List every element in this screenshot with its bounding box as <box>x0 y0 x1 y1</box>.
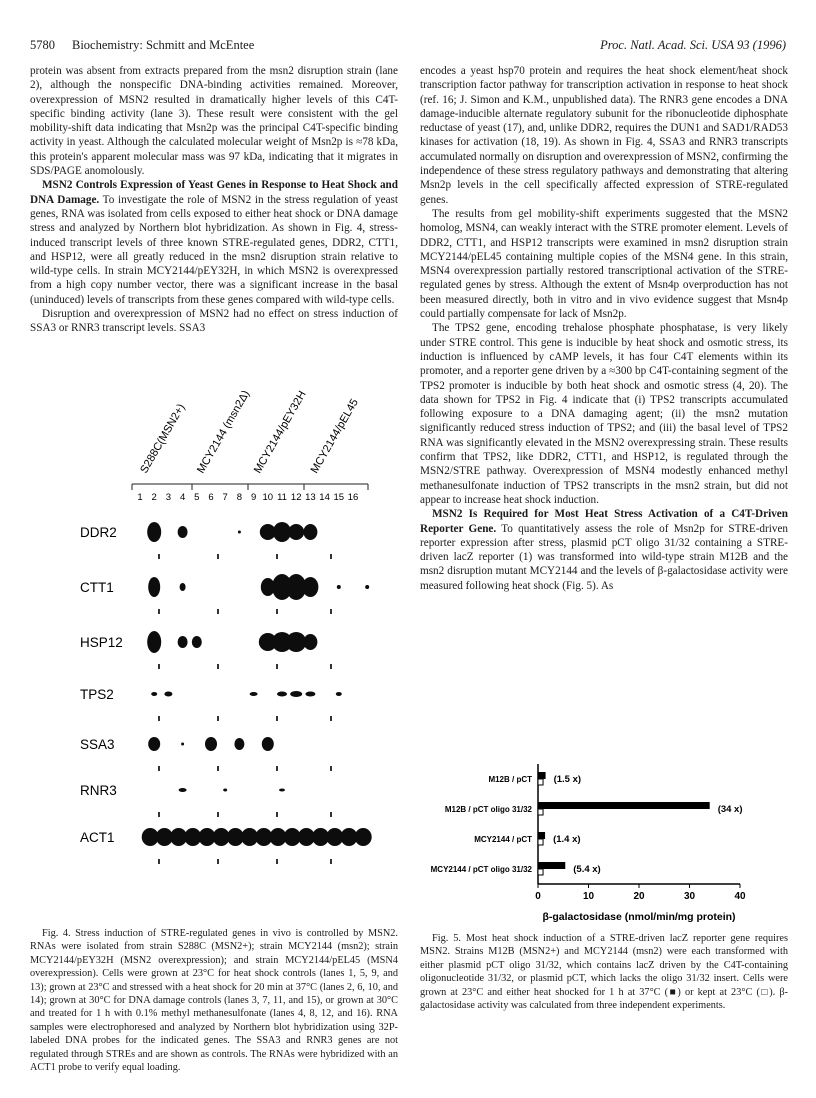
blot-band <box>234 738 244 750</box>
strain-label: MCY2144/pEY32H <box>251 389 309 476</box>
registration-mark <box>330 716 332 721</box>
figure-4-northern-blot <box>80 382 380 867</box>
running-title: Biochemistry: Schmitt and McEntee <box>72 38 255 52</box>
gene-label: ACT1 <box>80 830 115 845</box>
gene-label: HSP12 <box>80 635 123 650</box>
blot-band <box>365 585 369 589</box>
registration-mark <box>330 766 332 771</box>
blot-band <box>250 692 258 696</box>
registration-mark <box>217 716 219 721</box>
left-column <box>30 64 398 336</box>
x-tick-label: 20 <box>633 891 645 902</box>
blot-band <box>223 789 227 792</box>
registration-mark <box>276 859 278 864</box>
bar-value-label: (5.4 x) <box>573 864 601 875</box>
bar-control <box>538 839 543 845</box>
registration-mark <box>158 664 160 669</box>
strain-label: MCY2144 (msn2Δ) <box>195 388 253 476</box>
registration-mark <box>158 766 160 771</box>
blot-band <box>179 788 187 792</box>
paragraph: encodes a yeast hsp70 protein and requires the heat shock element/heat shock transcription factor pathway for transcription activation in response to heat shock (ref. 16; J. Simon and K.M., unpublished data). The RNR3 gene encodes a DNA damage-inducible alternate regulatory subunit for the ribonucleotide diphosphate reductase of yeast (17), and, unlike DDR2, requires the DUN1 and SAD1/RAD53 kinases for activation (18, 19). As shown in Fig. 4, SSA3 and RNR3 transcripts accumulated normally on disruption and overexpression of MSN2, confirming the independence of these stress regulatory pathways and demonstrating that altering Msn2p levels in the cell specifically affected expression of STRE-regulated genes. <box>420 65 788 206</box>
page-number: 5780 <box>30 38 55 52</box>
caption-text: Fig. 4. Stress induction of STRE-regulated genes in vivo is controlled by MSN2. RNAs were isolated from strain S288C (MSN2+); strain MCY2144 (msn2); strain MCY2144/pEY32H (MSN2 overexpression); and strain MCY2144/pEL45 (MSN4 overexpression). Cells were grown at 23°C for heat shock controls (lanes 1, 5, 9, and 13); grown at 23°C and stressed with a heat shock for 20 min at 37°C (lanes 2, 6, 10, and 14); grown at 30°C for DNA damage controls (lanes 3, 7, 11, and 15), or grown at 30°C and treated for 1 h with 0.1% methyl methanesulfonate (lanes 4, 8, 12, and 16). RNA samples were electrophoresed and analyzed by Northern blot hybridization using 32P-labeled DNA probes for the indicated genes. The SSA3 and RNR3 genes are not regulated through STREs and are shown as controls. The RNAs were hybridized with an ACT1 probe to verify equal loading. <box>30 928 398 1074</box>
lane-number: 6 <box>208 492 214 503</box>
blot-band <box>180 583 186 591</box>
gene-label: SSA3 <box>80 737 115 752</box>
category-label: M12B / pCT <box>488 775 532 784</box>
bar-control <box>538 809 543 815</box>
gene-label: CTT1 <box>80 580 114 595</box>
blot-band <box>205 737 217 751</box>
right-column <box>420 64 788 593</box>
strain-label: S288C(MSN2+) <box>138 401 188 476</box>
registration-mark <box>330 609 332 614</box>
lane-number: 8 <box>236 492 243 503</box>
registration-mark <box>217 609 219 614</box>
figure-5-bar-chart <box>420 756 790 926</box>
blot-band <box>336 692 342 696</box>
lane-number: 1 <box>137 492 143 503</box>
registration-mark <box>217 664 219 669</box>
registration-mark <box>217 812 219 817</box>
blot-band <box>148 737 160 751</box>
blot-band <box>147 522 161 542</box>
blot-band <box>290 691 302 697</box>
blot-band <box>181 743 184 746</box>
lane-number: 10 <box>262 492 274 503</box>
lane-number: 4 <box>179 492 186 503</box>
paragraph-body: To investigate the role of MSN2 in the stress regulation of yeast genes, RNA was isolated from cells exposed to either heat shock or DNA damage stress and analyzed by Northern blot hybridization. As shown in Fig. 4, stress-induced transcript levels of three known STRE-regulated genes, DDR2, CTT1, and HSP12, were all greatly reduced in the msn2 disruption strain relative to wild-type cells. In strain MCY2144/pEY32H, in which MSN2 is overexpressed from a high copy number vector, there was a significant increase in the basal (uninduced) levels of transcripts from these genes compared with wild-type cells. <box>30 193 399 306</box>
lane-number: 12 <box>290 492 302 503</box>
registration-mark <box>158 609 160 614</box>
paragraph: Disruption and overexpression of MSN2 had no effect on stress induction of SSA3 or RNR3 transcript levels. SSA3 <box>30 308 398 335</box>
journal-citation: Proc. Natl. Acad. Sci. USA 93 (1996) <box>600 38 786 52</box>
registration-mark <box>276 766 278 771</box>
registration-mark <box>158 716 160 721</box>
paragraph-body: To quantitatively assess the role of Msn2p for STRE-driven reporter expression after stress, plasmid pCT oligo 31/32 containing a STRE-driven lacZ reporter (1) was transformed into wild-type strain M12B and the msn2 disruption mutant MCY2144 and the levels of β-galactosidase activity were measured following heat shock (Fig. 5). As <box>420 522 789 592</box>
lane-number: 7 <box>222 492 228 503</box>
gene-label: DDR2 <box>80 525 117 540</box>
lane-number: 15 <box>333 492 345 503</box>
blot-band <box>288 524 304 540</box>
registration-mark <box>276 716 278 721</box>
blot-band <box>303 524 317 540</box>
registration-mark <box>276 812 278 817</box>
gene-label: RNR3 <box>80 783 117 798</box>
lane-number: 3 <box>165 492 172 503</box>
lane-number: 13 <box>305 492 316 503</box>
blot-band <box>238 531 241 534</box>
lane-number: 5 <box>194 492 200 503</box>
paragraph: protein was absent from extracts prepared from the msn2 disruption strain (lane 2), although the nonspecific DNA-binding activities remained. Moreover, overexpression of MSN2 resulted in dramatically higher levels of this C4T-specific binding activity (lane 3). These result were consistent with the gel mobility-shift data indicating that Msn2p was the principal C4T-specific binding activity in yeast. Although the calculated molecular weight of Msn2p is ≈78 kDa, this protein's apparent molecular mass was 97 kDa, indicating that it migrates in SDS/PAGE anomolously. <box>30 65 398 178</box>
registration-mark <box>217 554 219 559</box>
registration-mark <box>330 664 332 669</box>
bar-value-label: (1.5 x) <box>553 774 582 785</box>
lane-number: 14 <box>319 492 330 503</box>
x-tick-label: 30 <box>683 891 696 902</box>
bar-heat-shock <box>538 832 545 839</box>
lane-number: 2 <box>151 492 157 503</box>
bar-heat-shock <box>538 802 710 809</box>
blot-band <box>337 585 341 589</box>
running-header <box>30 38 786 56</box>
blot-band <box>192 636 202 648</box>
paragraph: The TPS2 gene, encoding trehalose phosphate phosphatase, is very likely under STRE control. This gene is inducible by heat shock and osmotic stress, its induction is influenced by cAMP levels, it has four C4T elements within its promoter, and a reporter gene driven by a ≈300 bp C4T-containing segment of the TPS2 promoter is inducible by both heat shock and osmotic stress (4, 20). The data shown for TPS2 in Fig. 4 indicate that (i) TPS2 transcripts accumulated following exposure to a DNA damaging agent; (ii) the msn2 mutation significantly reduced stress induction of TPS2; and (iii) the basal level of TPS2 RNA was significantly elevated in the MSN2 overexpressing strain. These results confirm that TPS2, like DDR2, CTT1, and HSP12, is regulated through the MSN2/STRE pathway. Overexpression of MSN4 modestly enhanced methyl methanesulfonate induction of TPS2 transcripts in the msn2 strain, but did not appear to increase heat shock induction. <box>420 322 788 506</box>
blot-band <box>147 631 161 653</box>
registration-mark <box>276 609 278 614</box>
blot-band <box>286 632 306 652</box>
section-heading: MSN2 Controls Expression of Yeast Genes in Response to Heat Shock and DNA Damage. <box>30 179 398 206</box>
x-tick-label: 40 <box>734 891 746 902</box>
x-tick-label: 10 <box>582 891 595 902</box>
x-axis-label: β-galactosidase (nmol/min/mg protein) <box>542 911 736 923</box>
registration-mark <box>158 859 160 864</box>
caption-text: Fig. 5. Most heat shock induction of a STRE-driven lacZ reporter gene requires MSN2. Strains M12B (MSN2+) and MCY2144 (msn2) were each transformed with either plasmid pCT oligo 31/32, which contains lacZ driven by the C4T-containing oligonucleotide 31/32, or plasmid pCT, which lacks the oligo 31/32 insert. Cells were grown at 23°C and either heat shocked for 1 h at 37°C (■) or kept at 23°C (□). β-galactosidase activity was calculated from three independent experiments. <box>420 933 788 1012</box>
section-heading: MSN2 Is Required for Most Heat Stress Activation of a C4T-Driven Reporter Gene. <box>420 508 788 535</box>
registration-mark <box>330 812 332 817</box>
lane-number: 16 <box>347 492 359 503</box>
blot-band <box>279 789 285 792</box>
blot-band <box>277 692 287 697</box>
bar-control <box>538 869 543 875</box>
blot-band <box>355 828 372 846</box>
blot-band <box>178 636 188 648</box>
bar-heat-shock <box>538 862 565 869</box>
gene-label: TPS2 <box>80 687 114 702</box>
section-paragraph <box>30 178 398 307</box>
category-label: M12B / pCT oligo 31/32 <box>444 805 532 814</box>
blot-band <box>303 634 317 650</box>
section-paragraph <box>420 507 788 593</box>
registration-mark <box>158 812 160 817</box>
blot-band <box>178 526 188 538</box>
category-label: MCY2144 / pCT oligo 31/32 <box>430 865 532 874</box>
figure-5-caption <box>420 932 788 1012</box>
blot-band <box>302 577 318 597</box>
paragraph: The results from gel mobility-shift experiments suggested that the MSN2 homolog, MSN4, can weakly interact with the STRE promoter element. Levels of DDR2, CTT1, and HSP12 transcripts were examined in msn2 disruption strain MCY2144/pEL45 containing multiple copies of the MSN4 gene. In this strain, MSN4 overexpression partially restored transcriptional activation of the STRE-regulated genes by stress. Although the extent of Msn4p overproduction has not been measured directly, both in vitro and in vivo evidence suggest that Msn4p could partially compensate for lack of Msn2p. <box>420 207 788 321</box>
registration-mark <box>276 664 278 669</box>
registration-mark <box>330 554 332 559</box>
blot-band <box>164 692 172 697</box>
registration-mark <box>158 554 160 559</box>
registration-mark <box>217 766 219 771</box>
lane-number: 11 <box>277 492 287 503</box>
strain-label: MCY2144/pEL45 <box>308 396 361 476</box>
figure-4-caption <box>30 927 398 1074</box>
blot-band <box>148 577 160 597</box>
lane-number: 9 <box>250 492 257 503</box>
registration-mark <box>330 859 332 864</box>
blot-band <box>262 737 274 751</box>
registration-mark <box>217 859 219 864</box>
blot-band <box>305 692 315 697</box>
category-label: MCY2144 / pCT <box>474 835 532 844</box>
blot-band <box>151 692 157 696</box>
x-tick-label: 0 <box>535 891 541 902</box>
bar-control <box>538 779 543 785</box>
bar-heat-shock <box>538 772 546 779</box>
bar-value-label: (1.4 x) <box>553 834 581 845</box>
registration-mark <box>276 554 278 559</box>
bar-value-label: (34 x) <box>717 804 743 815</box>
